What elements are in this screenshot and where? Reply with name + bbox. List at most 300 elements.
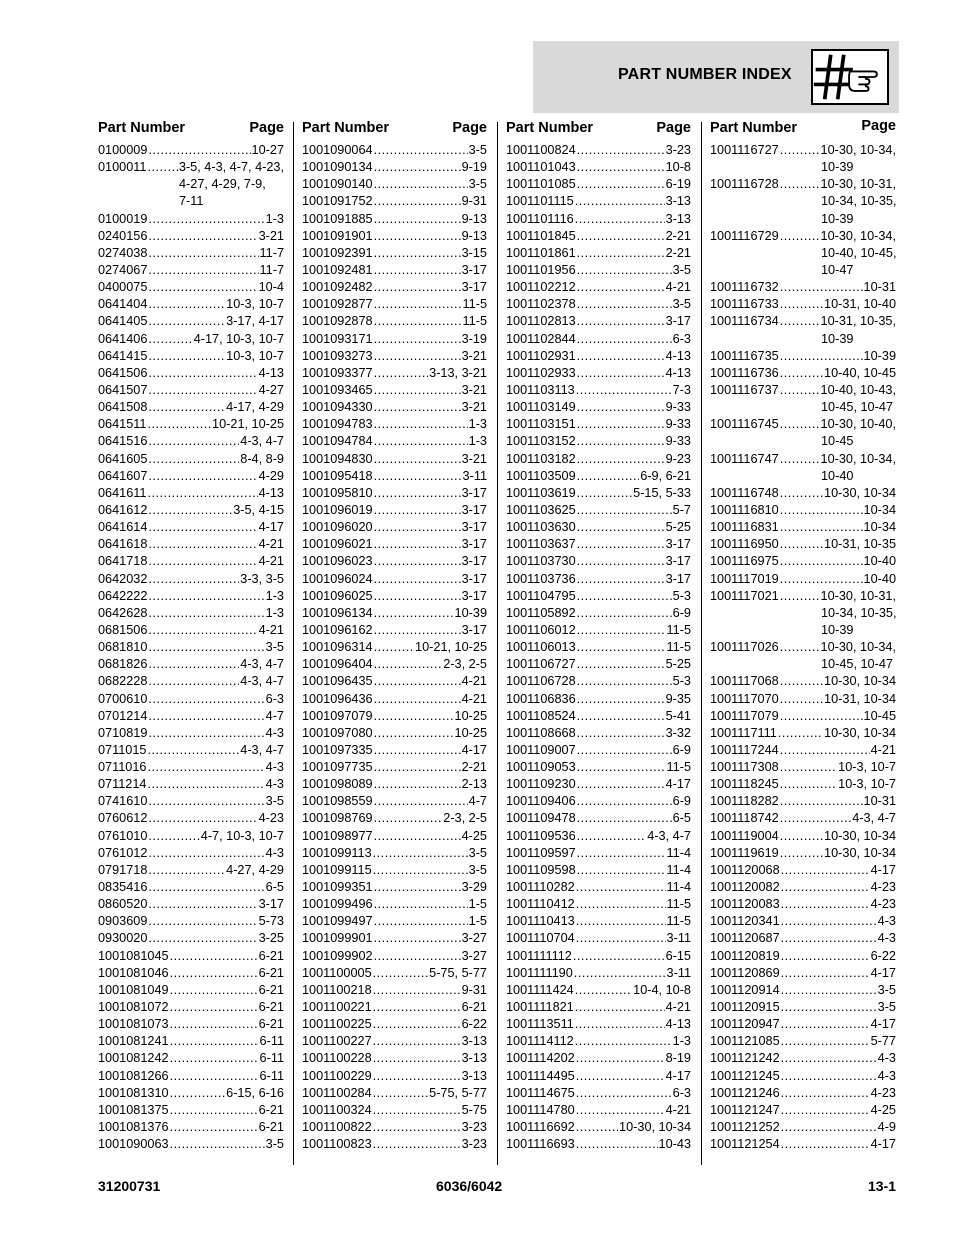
index-entry: [506, 262, 691, 279]
page-reference: 10-31, 10-40: [824, 297, 896, 312]
part-number: 1001121246: [710, 1085, 780, 1100]
index-entry: [302, 793, 487, 810]
index-entry-continuation: [710, 399, 896, 416]
page-reference: 10-39: [863, 348, 896, 363]
index-entry-continuation: [710, 622, 896, 639]
page-reference: 4-17: [870, 965, 896, 980]
index-entry: [302, 1119, 487, 1136]
part-number: 0903609: [98, 914, 148, 929]
index-entry: [506, 451, 691, 468]
page-reference: 3-17: [665, 314, 691, 329]
dot-leader: [577, 673, 672, 690]
page-reference: 10-30, 10-34: [824, 845, 896, 860]
dot-leader: [374, 810, 443, 827]
part-number: 1001098559: [302, 794, 373, 809]
part-number: 1001116729: [710, 228, 779, 243]
page-reference: 3-5: [468, 143, 487, 157]
index-entry: [302, 605, 487, 622]
index-entry: [506, 1085, 691, 1102]
dot-leader: [576, 382, 672, 399]
dot-leader: [780, 502, 863, 519]
part-number: 0641415: [98, 348, 148, 363]
part-number: 0642032: [98, 571, 148, 586]
page-reference: 4-3: [877, 914, 896, 929]
part-number: 1001096021: [302, 537, 373, 552]
dot-leader: [780, 348, 863, 365]
part-number: 0641718: [98, 554, 148, 569]
part-number: 0240156: [98, 228, 148, 243]
column-header: [710, 120, 896, 138]
index-entry: [98, 828, 284, 845]
part-number: 1001081375: [98, 1102, 169, 1117]
index-entry: [98, 536, 284, 553]
part-number: 1001097079: [302, 708, 373, 723]
dot-leader: [170, 982, 258, 999]
dot-leader: [577, 845, 666, 862]
dot-leader: [374, 725, 454, 742]
part-number: 1001116734: [710, 314, 779, 329]
part-number: 1001091901: [302, 228, 373, 243]
page-reference: 11-5: [666, 760, 691, 775]
dot-leader: [780, 553, 863, 570]
part-number: 0641508: [98, 400, 148, 415]
index-entry: [506, 159, 691, 176]
part-number: 1001117244: [710, 742, 779, 757]
page-reference: 10-40: [863, 571, 896, 586]
page-reference: 10-31: [863, 794, 896, 809]
part-number: 1001120914: [710, 982, 780, 997]
part-number: 1001117068: [710, 674, 779, 689]
dot-leader: [577, 416, 665, 433]
index-entry: [506, 708, 691, 725]
page-reference: 6-21: [461, 1000, 487, 1015]
page-reference: 10-34, 10-35,: [821, 194, 897, 209]
page-reference: 10-43: [658, 1137, 691, 1152]
page-reference: 10-25: [454, 708, 487, 723]
index-entry: [506, 365, 691, 382]
dot-leader: [575, 193, 665, 210]
dot-leader: [170, 1119, 258, 1136]
dot-leader: [148, 588, 264, 605]
page-reference: 9-13: [461, 228, 487, 243]
dot-leader: [577, 331, 672, 348]
index-entry: [506, 622, 691, 639]
index-entry: [98, 1102, 284, 1119]
index-entry: [98, 142, 284, 159]
dot-leader: [577, 776, 665, 793]
page-reference: 4-13: [258, 365, 284, 380]
part-number: 0760612: [98, 811, 148, 826]
index-entry: [710, 691, 896, 708]
index-entry: [506, 485, 691, 502]
part-number: 1001117019: [710, 571, 779, 586]
dot-leader: [373, 999, 461, 1016]
page-reference: 5-77: [870, 1034, 896, 1049]
page-reference: 11-5: [666, 914, 691, 929]
page-reference: 4-21: [461, 691, 487, 706]
page-reference: 10-3, 10-7: [226, 348, 284, 363]
index-entry: [98, 913, 284, 930]
part-number: 0681826: [98, 657, 148, 672]
part-number: 0930020: [98, 931, 148, 946]
index-entry: [98, 656, 284, 673]
dot-leader: [780, 296, 823, 313]
page-reference: 3-5: [672, 297, 691, 312]
index-entry: [98, 673, 284, 690]
dot-leader: [577, 142, 665, 159]
part-number: 1001103630: [506, 520, 576, 535]
page-reference: 4-25: [461, 828, 487, 843]
index-entry-continuation: [98, 193, 284, 210]
page-reference: 8-4, 8-9: [240, 451, 284, 466]
index-entry: [302, 228, 487, 245]
index-entry: [98, 1016, 284, 1033]
part-number: 1001116693: [506, 1137, 575, 1152]
page-reference: 3-27: [461, 948, 487, 963]
index-entry-continuation: [710, 331, 896, 348]
page-reference: 6-21: [258, 1102, 284, 1117]
dot-leader: [374, 622, 461, 639]
dot-leader: [148, 502, 232, 519]
dot-leader: [148, 571, 239, 588]
dot-leader: [577, 159, 665, 176]
dot-leader: [374, 708, 454, 725]
index-entry: [302, 896, 487, 913]
index-entry: [302, 262, 487, 279]
part-number: 1001106836: [506, 691, 576, 706]
dot-leader: [374, 673, 461, 690]
dot-leader: [170, 1050, 259, 1067]
page-reference: 2-21: [665, 245, 691, 260]
dot-leader: [148, 553, 257, 570]
page-reference: 3-5, 4-15: [233, 502, 284, 517]
document-number: 31200731: [98, 1178, 161, 1194]
page-reference: 10-21, 10-25: [415, 640, 487, 655]
page-reference: 4-3: [877, 1068, 896, 1083]
index-entry: [710, 416, 896, 433]
part-number: 1001099115: [302, 862, 372, 877]
dot-leader: [781, 1068, 877, 1085]
part-number: 0641404: [98, 297, 148, 312]
index-entry: [710, 176, 896, 193]
page-reference: 4-21: [258, 622, 284, 637]
page-reference: 3-5: [672, 262, 691, 277]
page-header: Page: [861, 118, 896, 134]
page-reference: 10-27: [251, 143, 284, 157]
index-entry: [506, 1102, 691, 1119]
index-entry: [710, 228, 896, 245]
index-entry: [98, 279, 284, 296]
dot-leader: [374, 262, 461, 279]
page-reference: 10-30, 10-40,: [820, 417, 896, 432]
index-entry: [506, 759, 691, 776]
page-reference: 6-3: [672, 331, 691, 346]
part-number: 1001108524: [506, 708, 576, 723]
index-entry: [506, 776, 691, 793]
dot-leader: [780, 845, 823, 862]
part-number: 0681506: [98, 622, 148, 637]
index-entry: [710, 588, 896, 605]
part-number: 1001120687: [710, 931, 780, 946]
part-number: 0100009: [98, 143, 148, 157]
part-number: 1001100284: [302, 1085, 372, 1100]
part-number: 1001093377: [302, 365, 373, 380]
index-entry: [98, 211, 284, 228]
index-entry: [506, 999, 691, 1016]
part-number: 0835416: [98, 880, 148, 895]
dot-leader: [780, 776, 837, 793]
part-number: 1001101116: [506, 211, 574, 226]
dot-leader: [577, 502, 672, 519]
dot-leader: [147, 759, 264, 776]
dot-leader: [148, 142, 250, 159]
index-entry: [506, 382, 691, 399]
dot-leader: [781, 879, 870, 896]
page-reference: 4-13: [258, 485, 284, 500]
page-reference: 5-7: [672, 502, 691, 517]
index-entry: [302, 1136, 487, 1153]
page-reference: 5-15, 5-33: [633, 485, 691, 500]
part-number: 1001109598: [506, 862, 576, 877]
part-number: 1001096020: [302, 520, 373, 535]
dot-leader: [780, 451, 820, 468]
index-entry: [710, 1102, 896, 1119]
page-reference: 10-40, 10-43,: [820, 382, 896, 397]
page-reference: 10-47: [821, 262, 854, 277]
page-reference: 10-30, 10-34: [824, 828, 896, 843]
dot-leader: [577, 348, 665, 365]
index-entry: [506, 348, 691, 365]
index-entry: [98, 228, 284, 245]
dot-leader: [148, 519, 257, 536]
dot-leader: [781, 982, 877, 999]
dot-leader: [374, 468, 462, 485]
part-number: 1001114202: [506, 1051, 575, 1066]
index-entry: [506, 416, 691, 433]
part-number: 1001096404: [302, 657, 373, 672]
page-reference: 9-23: [665, 451, 691, 466]
index-entry: [710, 845, 896, 862]
index-entry: [98, 930, 284, 947]
page-reference: 3-32: [665, 725, 691, 740]
index-entry: [302, 451, 487, 468]
page-reference: 4-21: [258, 554, 284, 569]
dot-leader: [374, 691, 461, 708]
part-number: 1001110282: [506, 880, 575, 895]
hash-pointing-hand-icon: [811, 49, 889, 105]
page-reference: 11-4: [666, 880, 691, 895]
dot-leader: [374, 451, 461, 468]
part-number: 1001096162: [302, 622, 373, 637]
dot-leader: [577, 536, 665, 553]
part-number: 1001097735: [302, 760, 373, 775]
part-number: 0100011: [98, 160, 147, 175]
page-reference: 3-21: [461, 400, 487, 415]
part-number: 1001094784: [302, 434, 373, 449]
page-reference: 4-3, 4-7: [240, 674, 284, 689]
page-reference: 3-19: [461, 331, 487, 346]
dot-leader: [575, 1033, 672, 1050]
page-reference: 6-11: [259, 1051, 284, 1066]
dot-leader: [780, 810, 852, 827]
dot-leader: [781, 930, 877, 947]
dot-leader: [374, 142, 468, 159]
part-number: 0641511: [98, 417, 147, 432]
page-reference: 4-25: [870, 1102, 896, 1117]
index-entry: [506, 879, 691, 896]
dot-leader: [373, 982, 461, 999]
part-number: 1001116692: [506, 1120, 575, 1135]
part-number: 1001093171: [302, 331, 373, 346]
dot-leader: [780, 742, 870, 759]
part-number: 0791718: [98, 862, 148, 877]
index-entry: [710, 948, 896, 965]
dot-leader: [147, 485, 257, 502]
index-entry: [506, 793, 691, 810]
part-number: 1001116747: [710, 451, 779, 466]
page-reference: 3-5, 4-3, 4-7, 4-23,: [178, 160, 284, 175]
page-reference: 10-30, 10-34: [824, 485, 896, 500]
part-number: 1001116745: [710, 417, 779, 432]
part-number: 1001081376: [98, 1120, 169, 1135]
dot-leader: [148, 725, 264, 742]
index-entry: [98, 1050, 284, 1067]
part-number: 1001098769: [302, 811, 373, 826]
index-entry: [302, 485, 487, 502]
dot-leader: [374, 553, 461, 570]
page-reference: 3-17: [461, 571, 487, 586]
index-entry: [710, 279, 896, 296]
dot-leader: [374, 193, 461, 210]
part-number: 1001103619: [506, 485, 576, 500]
part-number: 0642628: [98, 605, 148, 620]
part-number: 1001100822: [302, 1120, 372, 1135]
index-column-2: [302, 120, 487, 1152]
page-reference: 5-75: [461, 1102, 487, 1117]
page-reference: 3-17: [461, 262, 487, 277]
dot-leader: [374, 416, 468, 433]
dot-leader: [148, 245, 258, 262]
dot-leader: [577, 176, 665, 193]
part-number: 1001101085: [506, 177, 576, 192]
part-number: 1001113511: [506, 1017, 574, 1032]
index-entry: [302, 296, 487, 313]
page-reference: 4-17: [870, 862, 896, 877]
part-number: 1001081072: [98, 1000, 169, 1015]
dot-leader: [781, 896, 870, 913]
dot-leader: [374, 948, 461, 965]
part-number: 1001121247: [710, 1102, 780, 1117]
dot-leader: [147, 776, 264, 793]
dot-leader: [577, 262, 672, 279]
index-entry-continuation: [710, 433, 896, 450]
part-number: 1001111424: [506, 982, 574, 997]
dot-leader: [148, 433, 239, 450]
page-reference: 6-21: [258, 948, 284, 963]
part-number: 1001100225: [302, 1017, 372, 1032]
page-number: 13-1: [867, 1178, 896, 1194]
part-number: 1001119004: [710, 828, 779, 843]
index-entry: [506, 571, 691, 588]
part-number: 1001109406: [506, 794, 576, 809]
index-entry: [98, 485, 284, 502]
page-reference: 6-9: [672, 605, 691, 620]
page-reference: 4-3, 4-7: [240, 742, 284, 757]
index-entry: [506, 536, 691, 553]
index-entry: [98, 331, 284, 348]
index-entry: [506, 279, 691, 296]
index-entry: [506, 588, 691, 605]
dot-leader: [576, 930, 666, 947]
page-reference: 4-21: [461, 674, 487, 689]
page-reference: 3-5: [265, 1137, 284, 1152]
index-entry: [98, 1119, 284, 1136]
page-reference: 3-21: [258, 228, 284, 243]
page-reference: 6-9: [672, 742, 691, 757]
index-entry: [302, 211, 487, 228]
part-number: 1001099901: [302, 931, 373, 946]
page-reference: 11-4: [666, 845, 691, 860]
part-number: 1001092482: [302, 280, 373, 295]
index-entry: [302, 159, 487, 176]
index-entry: [98, 519, 284, 536]
index-entry: [98, 896, 284, 913]
dot-leader: [148, 673, 239, 690]
part-number: 1001110704: [506, 931, 575, 946]
part-number: 1001109053: [506, 760, 576, 775]
dot-leader: [374, 348, 461, 365]
dot-leader: [147, 159, 177, 176]
part-number: 1001100221: [302, 1000, 372, 1015]
page-reference: 4-3: [265, 760, 284, 775]
part-number: 1001094330: [302, 400, 373, 415]
dot-leader: [373, 1050, 461, 1067]
page-reference: 6-3: [265, 691, 284, 706]
part-number: 1001102844: [506, 331, 576, 346]
part-number: 1001099497: [302, 914, 373, 929]
page-reference: 1-3: [468, 417, 487, 432]
index-entry: [506, 639, 691, 656]
dot-leader: [780, 485, 823, 502]
page-reference: 1-3: [672, 1034, 691, 1049]
index-entry: [302, 776, 487, 793]
part-number: 1001102813: [506, 314, 576, 329]
index-entry: [710, 553, 896, 570]
page-reference: 4-17: [461, 742, 487, 757]
part-number: 1001097080: [302, 725, 373, 740]
part-number: 0274067: [98, 262, 148, 277]
page-reference: 4-3: [265, 725, 284, 740]
page-reference: 11-5: [666, 897, 691, 912]
index-entry: [506, 845, 691, 862]
dot-leader: [374, 176, 468, 193]
dot-leader: [780, 759, 837, 776]
dot-leader: [781, 1016, 870, 1033]
dot-leader: [373, 1119, 461, 1136]
dot-leader: [148, 656, 239, 673]
part-number: 1001091752: [302, 194, 373, 209]
dot-leader: [577, 588, 672, 605]
index-entry: [710, 1016, 896, 1033]
index-entry: [302, 913, 487, 930]
part-number: 0642222: [98, 588, 148, 603]
dot-leader: [148, 605, 264, 622]
part-number: 1001117079: [710, 708, 779, 723]
index-entry: [98, 1068, 284, 1085]
page-reference: 6-21: [258, 965, 284, 980]
index-entry: [98, 382, 284, 399]
dot-leader: [148, 536, 257, 553]
